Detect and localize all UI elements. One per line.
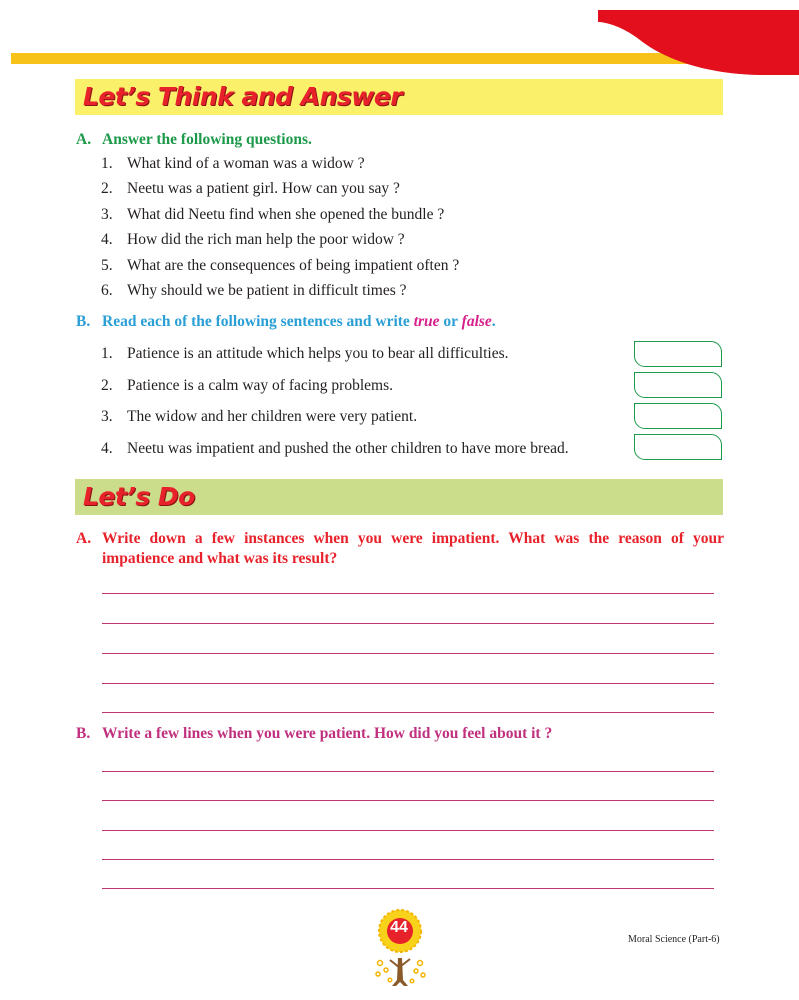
- question-text: What did Neetu find when she opened the bundle ?: [127, 205, 445, 223]
- item-number: 1.: [101, 155, 113, 172]
- lets-do-b-label: B.: [76, 725, 91, 742]
- question-text: What kind of a woman was a widow ?: [127, 155, 365, 172]
- section-b-heading-text: Read each of the following sentences and write: [102, 313, 410, 330]
- answer-line[interactable]: [102, 800, 714, 801]
- answer-line[interactable]: [102, 712, 714, 713]
- lets-do-question-b: [76, 724, 724, 744]
- lets-do-question-a: [76, 529, 724, 569]
- word-true: true: [413, 313, 440, 330]
- item-number: 3.: [101, 408, 113, 425]
- lets-do-title: Let’s Do: [83, 482, 195, 511]
- lets-do-a-text: Write down a few instances when you were impatient. What was the reason of your impatience and what was its result?: [102, 530, 724, 567]
- item-number: 4.: [101, 439, 113, 457]
- answer-box-3[interactable]: [634, 403, 722, 429]
- list-item: [101, 253, 459, 278]
- list-item: [101, 151, 459, 176]
- section-a-heading-text: Answer the following questions.: [102, 131, 312, 148]
- true-false-list: [101, 338, 569, 464]
- answer-box-4[interactable]: [634, 434, 722, 460]
- item-number: 6.: [101, 281, 113, 299]
- question-list: [101, 151, 459, 303]
- answer-line[interactable]: [102, 653, 714, 654]
- list-item: [101, 227, 459, 252]
- question-text: Why should we be patient in difficult times ?: [127, 281, 407, 299]
- section-b-heading: [76, 313, 496, 331]
- list-item: [101, 202, 459, 227]
- list-item: [101, 176, 459, 201]
- question-text: Neetu was a patient girl. How can you say ?: [127, 180, 400, 198]
- statement-text: Patience is an attitude which helps you to bear all difficulties.: [127, 345, 509, 362]
- book-title: Moral Science (Part-6): [628, 934, 720, 945]
- think-answer-banner: [75, 79, 723, 115]
- question-text: How did the rich man help the poor widow ?: [127, 231, 405, 249]
- page-number: 44: [390, 919, 408, 936]
- lets-do-b-text: Write a few lines when you were patient. How did you feel about it ?: [102, 725, 553, 742]
- question-text: What are the consequences of being impatient often ?: [127, 256, 460, 274]
- statement-text: The widow and her children were very patient.: [127, 408, 418, 425]
- section-a-heading: [76, 131, 312, 149]
- list-item: [101, 370, 569, 402]
- red-corner-swoosh: [0, 0, 799, 80]
- item-number: 4.: [101, 231, 113, 249]
- list-item: [101, 338, 569, 370]
- statement-text: Neetu was impatient and pushed the other children to have more bread.: [127, 439, 569, 457]
- answer-box-1[interactable]: [634, 341, 722, 367]
- list-item: [101, 401, 569, 433]
- item-number: 2.: [101, 376, 113, 394]
- answer-line[interactable]: [102, 683, 714, 684]
- item-number: 1.: [101, 345, 113, 362]
- answer-line[interactable]: [102, 830, 714, 831]
- answer-line[interactable]: [102, 593, 714, 594]
- heading-period: .: [491, 313, 496, 330]
- lets-do-a-label: A.: [76, 530, 92, 547]
- item-number: 3.: [101, 205, 113, 223]
- lets-do-banner: [75, 479, 723, 515]
- answer-line[interactable]: [102, 859, 714, 860]
- word-or: or: [443, 313, 458, 330]
- item-number: 2.: [101, 180, 113, 198]
- think-answer-title: Let’s Think and Answer: [83, 82, 403, 111]
- answer-line[interactable]: [102, 771, 714, 772]
- list-item: [101, 433, 569, 465]
- word-false: false: [461, 313, 492, 330]
- section-a-label: A.: [76, 131, 92, 148]
- answer-line[interactable]: [102, 623, 714, 624]
- answer-line[interactable]: [102, 888, 714, 889]
- item-number: 5.: [101, 256, 113, 274]
- answer-box-2[interactable]: [634, 372, 722, 398]
- statement-text: Patience is a calm way of facing problems.: [127, 376, 393, 394]
- section-b-label: B.: [76, 313, 91, 330]
- list-item: [101, 278, 459, 303]
